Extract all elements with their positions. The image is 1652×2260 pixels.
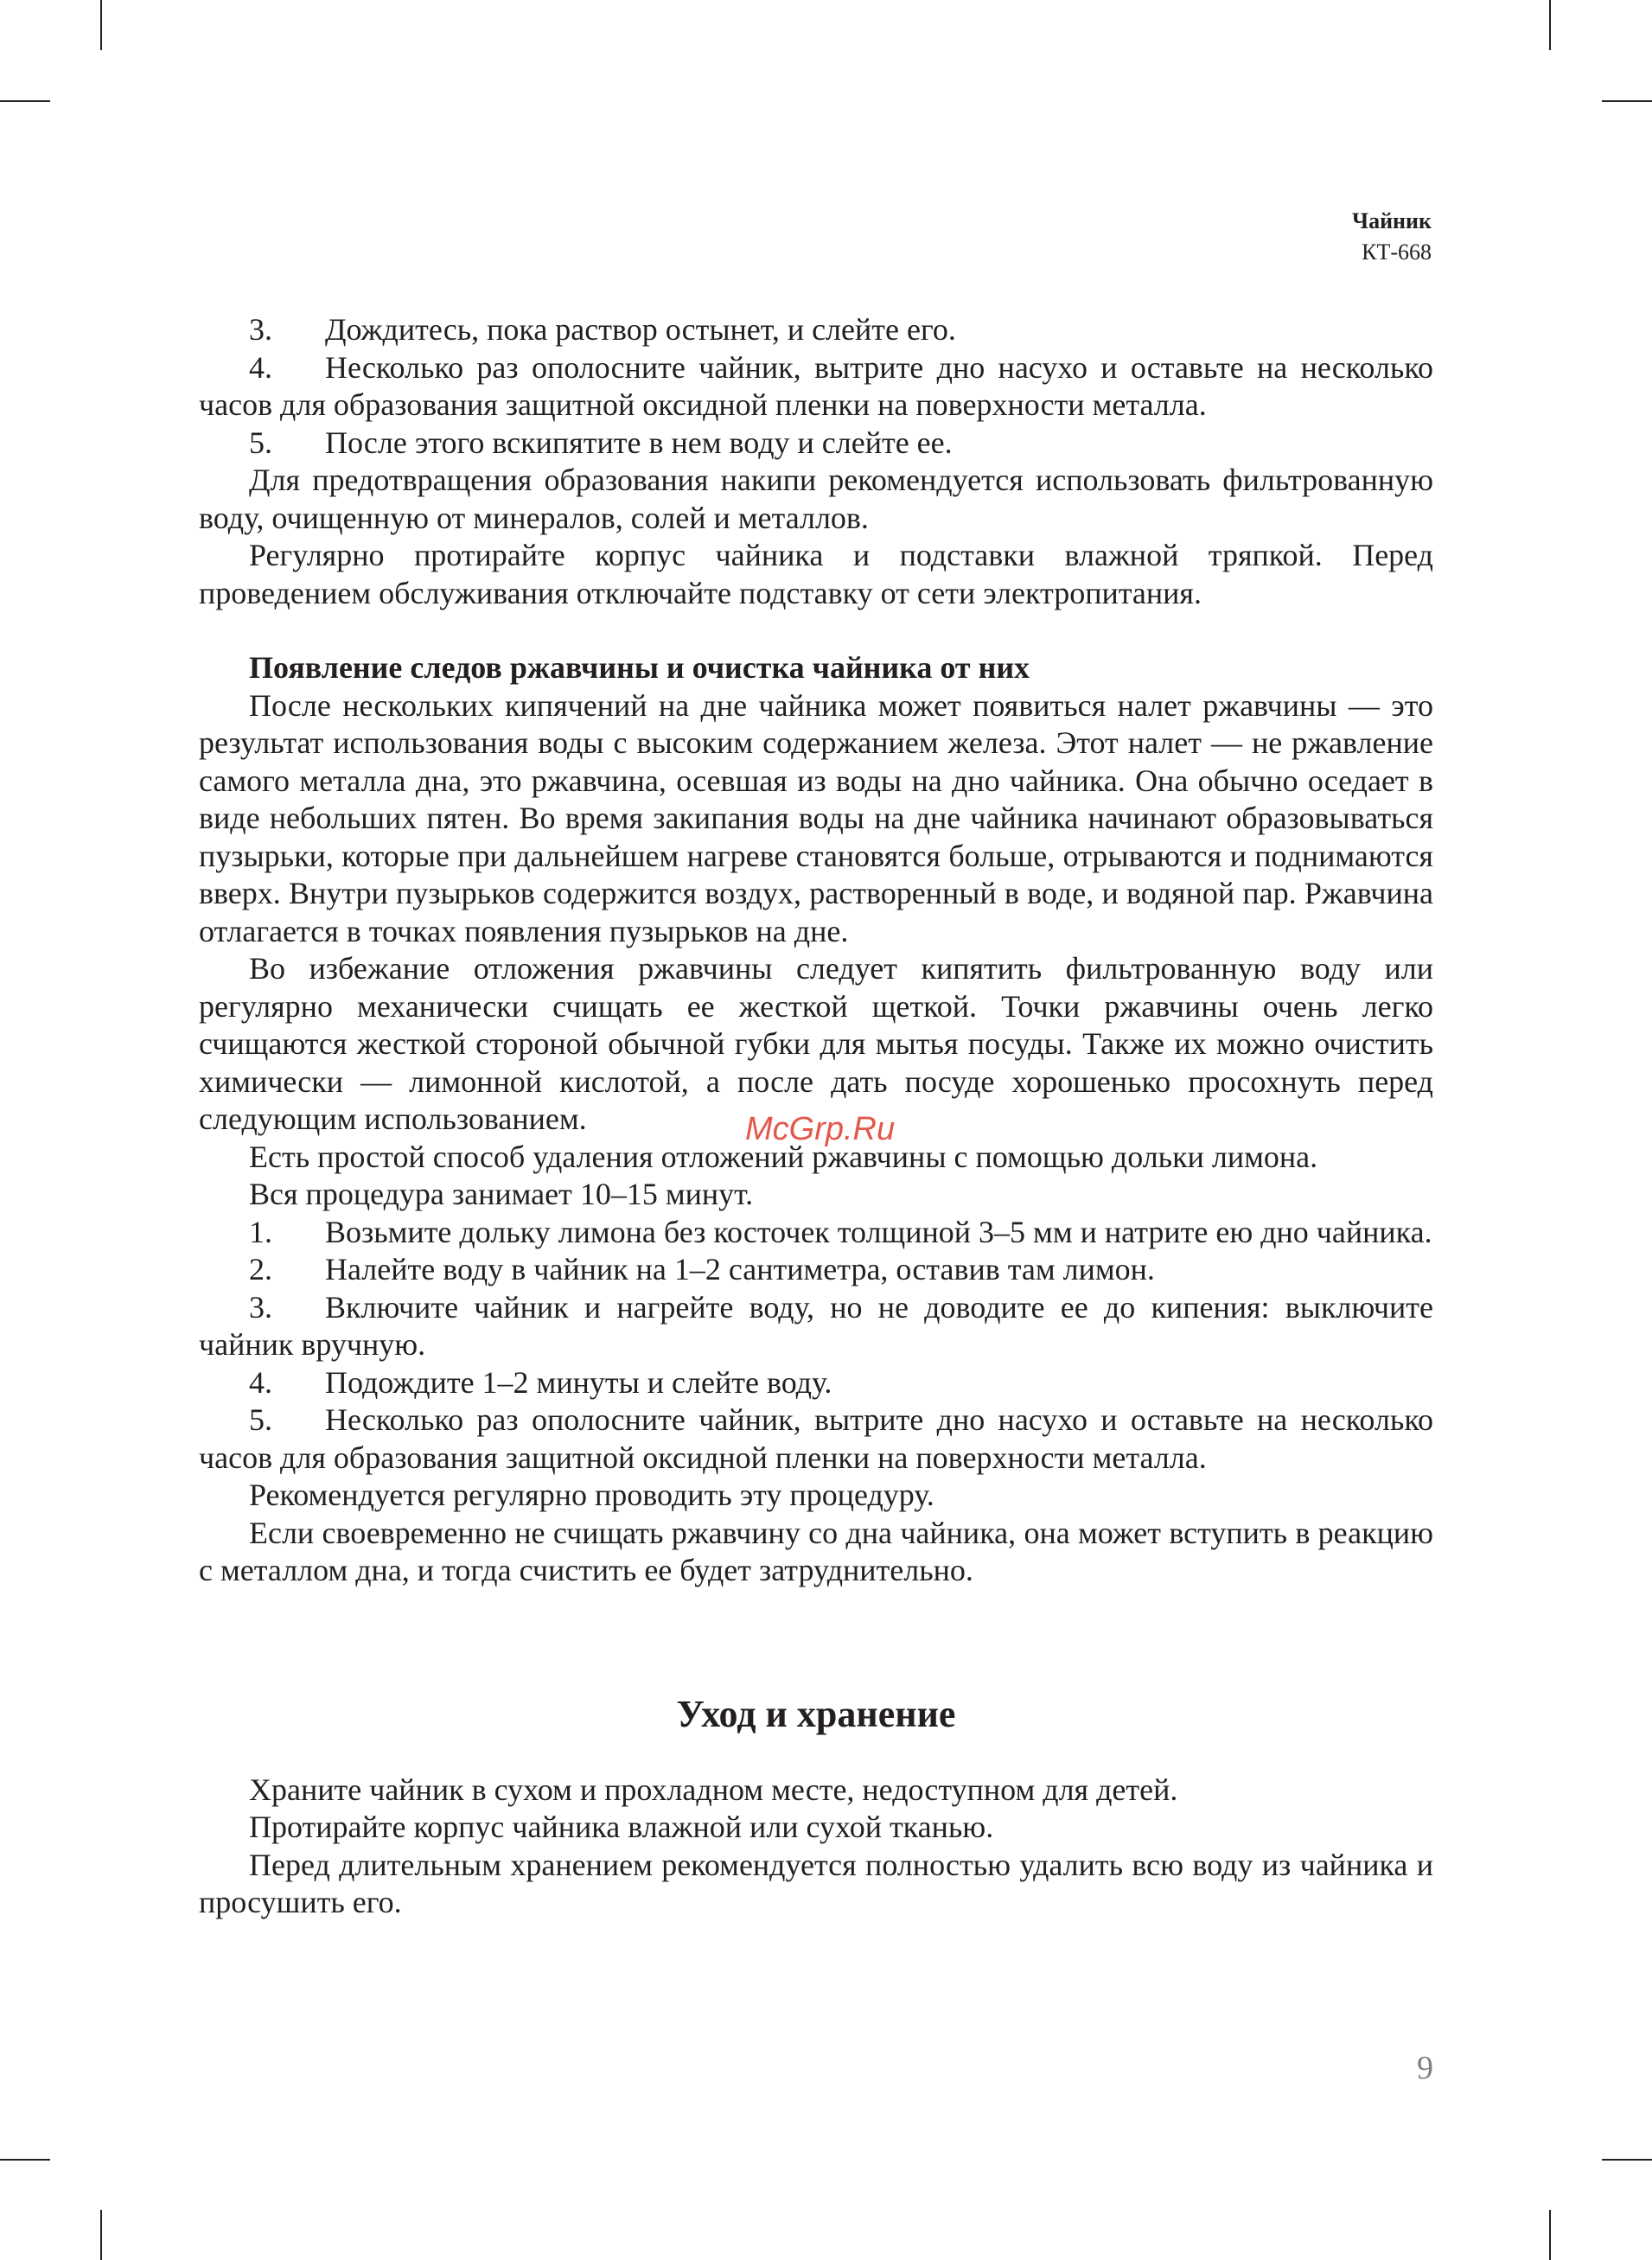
crop-mark <box>1602 100 1652 102</box>
list-number: 4. <box>249 349 272 385</box>
paragraph-filter: Для предотвращения образования накипи рекомендуется использовать фильтрованную воду, очищенную от минералов, солей и металлов. <box>199 463 1433 535</box>
list-text: Несколько раз ополосните чайник, вытрите дно насухо и оставьте на несколько часов для образования защитной оксидной пленки на поверхности металла. <box>199 349 1433 422</box>
paragraph-rust-2: Во избежание отложения ржавчины следует кипятить фильтрованную воду или регулярно механически счищать ее жесткой щеткой. Точки ржавчины очень легко счищаются жесткой стороной обычной губки для мытья посуды. Также их можно очистить химически — лимонной кислотой, а после дать посуде хорошенько просохнуть перед следующим использованием. <box>199 951 1433 1136</box>
paragraph-rust-3: Есть простой способ удаления отложений ржавчины с помощью дольки лимона. <box>249 1139 1318 1174</box>
list-item <box>199 1289 1433 1364</box>
list-number: 1. <box>249 1214 272 1249</box>
crop-mark <box>1549 2210 1551 2260</box>
list-item <box>199 1214 1433 1252</box>
list-text: Дождитесь, пока раствор остынет, и слейте его. <box>325 312 956 347</box>
list-number: 3. <box>249 1289 272 1325</box>
crop-mark <box>1549 0 1551 50</box>
list-number: 4. <box>249 1364 272 1400</box>
list-text: Возьмите дольку лимона без косточек толщиной 3–5 мм и натрите ею дно чайника. <box>325 1214 1432 1249</box>
paragraph-care-3: Перед длительным хранением рекомендуется полностью удалить всю воду из чайника и просушить его. <box>199 1847 1433 1919</box>
list-item <box>199 311 1433 349</box>
list-text: Несколько раз ополосните чайник, вытрите дно насухо и оставьте на несколько часов для образования защитной оксидной пленки на поверхности металла. <box>199 1402 1433 1475</box>
crop-mark <box>100 0 102 50</box>
paragraph-rust-4: Вся процедура занимает 10–15 минут. <box>249 1177 754 1211</box>
list-item <box>199 1401 1433 1477</box>
list-text: После этого вскипятите в нем воду и слейте ее. <box>325 425 953 460</box>
list-item <box>199 1251 1433 1289</box>
paragraph-rust-6: Если своевременно не счищать ржавчину со дна чайника, она может вступить в реакцию с металлом дна, и тогда счистить ее будет затруднительно. <box>199 1515 1433 1587</box>
watermark: McGrp.Ru <box>745 1111 896 1147</box>
header-model: КТ-668 <box>1362 239 1432 265</box>
list-text: Включите чайник и нагрейте воду, но не доводите ее до кипения: выключите чайник вручную. <box>199 1289 1433 1362</box>
list-item <box>199 349 1433 425</box>
list-item <box>199 1364 1433 1402</box>
header-product-title: Чайник <box>1351 208 1432 233</box>
crop-mark <box>100 2210 102 2260</box>
list-number: 3. <box>249 312 272 347</box>
crop-mark <box>1602 2159 1652 2161</box>
crop-mark <box>0 100 50 102</box>
list-item <box>199 425 1433 463</box>
list-number: 2. <box>249 1252 272 1286</box>
care-section-heading: Уход и хранение <box>676 1692 956 1735</box>
paragraph-rust-5: Рекомендуется регулярно проводить эту процедуру. <box>249 1478 934 1512</box>
rust-section-heading: Появление следов ржавчины и очистка чайника от них <box>249 650 1030 685</box>
crop-mark <box>0 2159 50 2161</box>
paragraph-rust-1: После нескольких кипячений на дне чайника может появиться налет ржавчины — это результат использования воды с высоким содержанием железа. Этот налет — не ржавление самого металла дна, это ржавчина, осевшая из воды на дно чайника. Она обычно оседает в виде небольших пятен. Во время закипания воды на дне чайника начинают образовываться пузырьки, которые при дальнейшем нагреве становятся больше, отрываются и поднимаются вверх. Внутри пузырьков содержится воздух, растворенный в воде, и водяной пар. Ржавчина отлагается в точках появления пузырьков на дне. <box>199 687 1433 948</box>
list-number: 5. <box>249 425 272 460</box>
list-text: Налейте воду в чайник на 1–2 сантиметра, оставив там лимон. <box>325 1252 1155 1286</box>
list-number: 5. <box>249 1402 272 1437</box>
list-text: Подождите 1–2 минуты и слейте воду. <box>325 1364 832 1400</box>
paragraph-wipe: Регулярно протирайте корпус чайника и подставки влажной тряпкой. Перед проведением обслуживания отключайте подставку от сети электропитания. <box>199 538 1433 610</box>
paragraph-care-2: Протирайте корпус чайника влажной или сухой тканью. <box>249 1810 994 1844</box>
running-header <box>1352 206 1432 268</box>
page-number: 9 <box>1417 2050 1433 2086</box>
paragraph-care-1: Храните чайник в сухом и прохладном месте, недоступном для детей. <box>249 1772 1178 1807</box>
